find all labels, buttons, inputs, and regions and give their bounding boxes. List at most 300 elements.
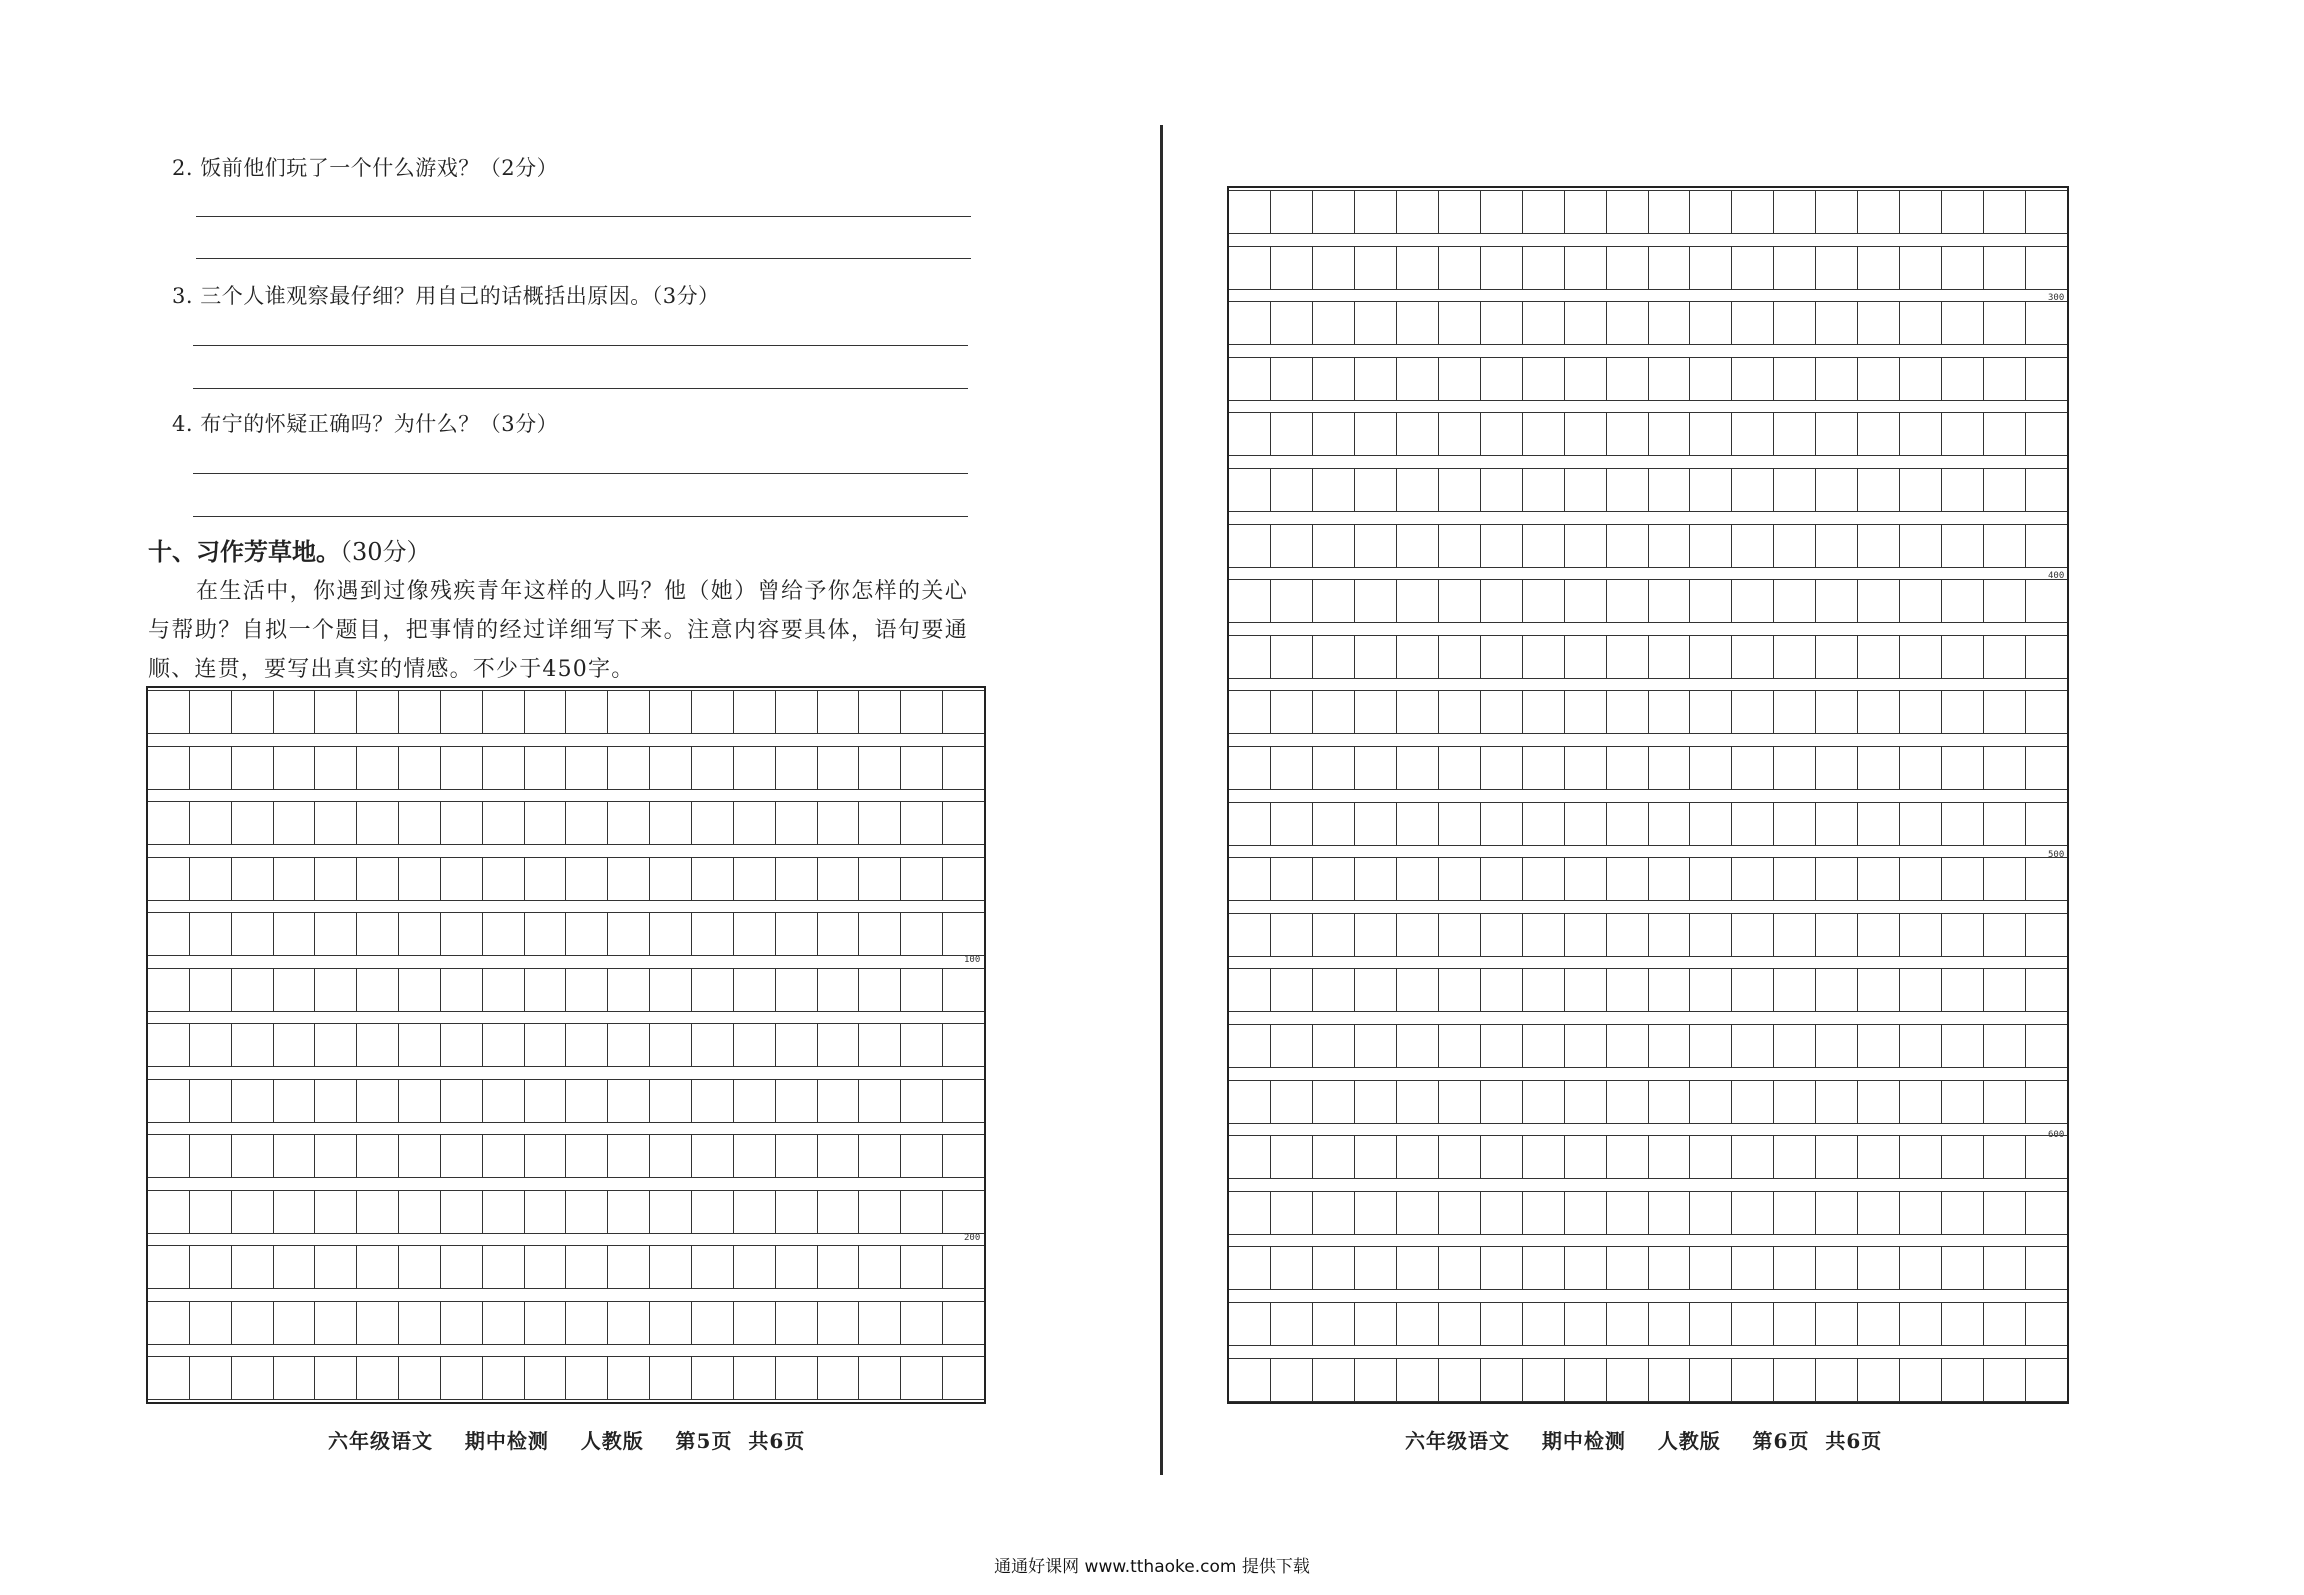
grid-cell[interactable] [2025,969,2067,1011]
grid-cell[interactable] [817,1191,859,1233]
grid-cell[interactable] [1773,1081,1815,1123]
grid-cell[interactable] [273,1135,315,1177]
grid-cell[interactable] [1606,1136,1648,1178]
grid-cell[interactable] [1857,914,1899,956]
grid-cell[interactable] [1773,525,1815,567]
grid-cell[interactable] [1815,191,1857,233]
grid-cell[interactable] [231,1135,273,1177]
grid-cell[interactable] [858,691,900,733]
grid-cell[interactable] [1941,1359,1983,1401]
grid-cell[interactable] [1648,302,1690,344]
grid-cell[interactable] [607,1302,649,1344]
grid-cell[interactable] [1229,1359,1270,1401]
grid-cell[interactable] [1689,1359,1731,1401]
grid-cell[interactable] [1815,1025,1857,1067]
grid-cell[interactable] [565,1302,607,1344]
grid-cell[interactable] [1522,1192,1564,1234]
grid-cell[interactable] [900,691,942,733]
grid-cell[interactable] [273,858,315,900]
grid-cell[interactable] [942,858,984,900]
grid-cell[interactable] [1857,636,1899,678]
grid-cell[interactable] [1983,191,2025,233]
grid-cell[interactable] [1689,247,1731,289]
grid-cell[interactable] [565,1191,607,1233]
grid-cell[interactable] [524,1246,566,1288]
grid-cell[interactable] [1438,580,1480,622]
grid-cell[interactable] [649,1357,691,1399]
grid-cell[interactable] [1983,858,2025,900]
grid-cell[interactable] [1857,1247,1899,1289]
grid-cell[interactable] [1438,525,1480,567]
grid-cell[interactable] [1648,525,1690,567]
grid-cell[interactable] [1480,691,1522,733]
grid-cell[interactable] [2025,1247,2067,1289]
grid-cell[interactable] [189,913,231,955]
grid-cell[interactable] [314,1191,356,1233]
grid-cell[interactable] [1941,1136,1983,1178]
grid-cell[interactable] [1606,858,1648,900]
grid-cell[interactable] [1270,1303,1312,1345]
grid-cell[interactable] [440,969,482,1011]
grid-cell[interactable] [1270,358,1312,400]
grid-cell[interactable] [649,1135,691,1177]
grid-cell[interactable] [1480,858,1522,900]
grid-cell[interactable] [1983,1081,2025,1123]
grid-cell[interactable] [524,913,566,955]
grid-cell[interactable] [189,858,231,900]
grid-cell[interactable] [1648,1303,1690,1345]
grid-cell[interactable] [858,802,900,844]
grid-cell[interactable] [1606,525,1648,567]
grid-cell[interactable] [942,969,984,1011]
grid-cell[interactable] [1983,469,2025,511]
grid-cell[interactable] [858,1191,900,1233]
grid-cell[interactable] [1270,191,1312,233]
grid-cell[interactable] [1731,1247,1773,1289]
grid-cell[interactable] [607,1191,649,1233]
grid-cell[interactable] [1857,247,1899,289]
grid-cell[interactable] [1229,1192,1270,1234]
grid-cell[interactable] [1229,469,1270,511]
grid-cell[interactable] [900,1080,942,1122]
grid-cell[interactable] [1354,302,1396,344]
grid-cell[interactable] [231,1191,273,1233]
grid-cell[interactable] [1689,413,1731,455]
grid-cell[interactable] [1564,1081,1606,1123]
grid-cell[interactable] [231,1080,273,1122]
grid-cell[interactable] [2025,1136,2067,1178]
grid-cell[interactable] [189,1357,231,1399]
grid-cell[interactable] [1564,302,1606,344]
grid-cell[interactable] [565,858,607,900]
essay-writing-grid-continued[interactable] [1227,186,2069,1404]
grid-cell[interactable] [858,858,900,900]
grid-cell[interactable] [1606,1359,1648,1401]
grid-cell[interactable] [1480,1025,1522,1067]
grid-cell[interactable] [1522,191,1564,233]
grid-cell[interactable] [2025,914,2067,956]
grid-cell[interactable] [1354,525,1396,567]
grid-cell[interactable] [189,1024,231,1066]
grid-cell[interactable] [1689,969,1731,1011]
grid-cell[interactable] [1773,969,1815,1011]
grid-cell[interactable] [1815,858,1857,900]
grid-cell[interactable] [1354,1136,1396,1178]
grid-cell[interactable] [1522,747,1564,789]
grid-cell[interactable] [356,747,398,789]
grid-cell[interactable] [482,802,524,844]
grid-cell[interactable] [1773,1247,1815,1289]
grid-cell[interactable] [1270,858,1312,900]
grid-cell[interactable] [775,1302,817,1344]
grid-cell[interactable] [607,1024,649,1066]
grid-cell[interactable] [356,691,398,733]
grid-cell[interactable] [942,747,984,789]
grid-cell[interactable] [649,747,691,789]
grid-cell[interactable] [1941,1303,1983,1345]
grid-cell[interactable] [1815,469,1857,511]
grid-cell[interactable] [1480,636,1522,678]
grid-cell[interactable] [817,1357,859,1399]
grid-cell[interactable] [148,1302,189,1344]
grid-cell[interactable] [1857,1303,1899,1345]
grid-cell[interactable] [314,1357,356,1399]
grid-cell[interactable] [1941,636,1983,678]
grid-cell[interactable] [1312,247,1354,289]
grid-cell[interactable] [1773,747,1815,789]
grid-cell[interactable] [1899,525,1941,567]
grid-cell[interactable] [691,969,733,1011]
grid-cell[interactable] [733,1302,775,1344]
grid-cell[interactable] [942,1135,984,1177]
grid-cell[interactable] [1606,914,1648,956]
grid-cell[interactable] [1983,1303,2025,1345]
grid-cell[interactable] [1941,358,1983,400]
grid-cell[interactable] [189,969,231,1011]
grid-cell[interactable] [1899,302,1941,344]
grid-cell[interactable] [1731,1136,1773,1178]
grid-cell[interactable] [1522,636,1564,678]
grid-cell[interactable] [1983,413,2025,455]
grid-cell[interactable] [1857,1136,1899,1178]
grid-cell[interactable] [1689,1025,1731,1067]
grid-cell[interactable] [1941,469,1983,511]
grid-cell[interactable] [1773,247,1815,289]
grid-cell[interactable] [1983,302,2025,344]
grid-cell[interactable] [607,802,649,844]
grid-cell[interactable] [189,1302,231,1344]
grid-cell[interactable] [1731,580,1773,622]
grid-cell[interactable] [1606,580,1648,622]
grid-cell[interactable] [1270,1247,1312,1289]
grid-cell[interactable] [189,691,231,733]
grid-cell[interactable] [1522,247,1564,289]
grid-cell[interactable] [1522,1247,1564,1289]
grid-cell[interactable] [1731,358,1773,400]
grid-cell[interactable] [1815,1303,1857,1345]
grid-cell[interactable] [1773,413,1815,455]
grid-cell[interactable] [1396,413,1438,455]
grid-cell[interactable] [482,1302,524,1344]
grid-cell[interactable] [733,747,775,789]
grid-cell[interactable] [1857,358,1899,400]
answer-line[interactable] [193,388,968,389]
grid-cell[interactable] [231,1246,273,1288]
grid-cell[interactable] [649,1302,691,1344]
grid-cell[interactable] [524,1080,566,1122]
grid-cell[interactable] [1689,691,1731,733]
grid-cell[interactable] [691,802,733,844]
grid-cell[interactable] [1648,1192,1690,1234]
grid-cell[interactable] [273,1302,315,1344]
grid-cell[interactable] [691,858,733,900]
grid-cell[interactable] [273,747,315,789]
grid-cell[interactable] [1606,969,1648,1011]
grid-cell[interactable] [524,969,566,1011]
grid-cell[interactable] [1270,1136,1312,1178]
grid-cell[interactable] [1354,914,1396,956]
grid-cell[interactable] [1899,413,1941,455]
grid-cell[interactable] [1396,691,1438,733]
grid-cell[interactable] [273,1191,315,1233]
grid-cell[interactable] [189,747,231,789]
grid-cell[interactable] [2025,191,2067,233]
grid-cell[interactable] [1270,247,1312,289]
grid-cell[interactable] [314,747,356,789]
grid-cell[interactable] [1731,1025,1773,1067]
grid-cell[interactable] [1941,747,1983,789]
grid-cell[interactable] [1648,580,1690,622]
grid-cell[interactable] [607,1135,649,1177]
grid-cell[interactable] [858,1080,900,1122]
grid-cell[interactable] [1438,247,1480,289]
grid-cell[interactable] [1606,747,1648,789]
grid-cell[interactable] [1899,1359,1941,1401]
grid-cell[interactable] [1522,413,1564,455]
grid-cell[interactable] [1731,1192,1773,1234]
grid-cell[interactable] [440,913,482,955]
grid-cell[interactable] [1731,969,1773,1011]
grid-cell[interactable] [1983,914,2025,956]
grid-cell[interactable] [1941,803,1983,845]
grid-cell[interactable] [1564,803,1606,845]
grid-cell[interactable] [1564,413,1606,455]
grid-cell[interactable] [524,1302,566,1344]
grid-cell[interactable] [1899,747,1941,789]
grid-cell[interactable] [273,969,315,1011]
grid-cell[interactable] [1941,969,1983,1011]
grid-cell[interactable] [189,1080,231,1122]
grid-cell[interactable] [1773,1136,1815,1178]
grid-cell[interactable] [1983,1025,2025,1067]
grid-cell[interactable] [1312,302,1354,344]
grid-cell[interactable] [1354,803,1396,845]
grid-cell[interactable] [1354,1025,1396,1067]
grid-cell[interactable] [565,1135,607,1177]
grid-cell[interactable] [1354,413,1396,455]
grid-cell[interactable] [817,913,859,955]
grid-cell[interactable] [231,969,273,1011]
grid-cell[interactable] [565,802,607,844]
grid-cell[interactable] [817,1024,859,1066]
grid-cell[interactable] [607,969,649,1011]
grid-cell[interactable] [1396,969,1438,1011]
grid-cell[interactable] [1689,914,1731,956]
grid-cell[interactable] [1899,914,1941,956]
grid-cell[interactable] [398,1191,440,1233]
grid-cell[interactable] [1480,191,1522,233]
grid-cell[interactable] [2025,1303,2067,1345]
grid-cell[interactable] [148,1024,189,1066]
grid-cell[interactable] [1648,1081,1690,1123]
grid-cell[interactable] [1899,1136,1941,1178]
grid-cell[interactable] [1312,858,1354,900]
grid-cell[interactable] [1480,969,1522,1011]
grid-cell[interactable] [482,858,524,900]
grid-cell[interactable] [1354,747,1396,789]
grid-cell[interactable] [1731,191,1773,233]
grid-cell[interactable] [1606,1247,1648,1289]
grid-cell[interactable] [482,913,524,955]
grid-cell[interactable] [1648,803,1690,845]
grid-cell[interactable] [1270,691,1312,733]
grid-cell[interactable] [1270,525,1312,567]
grid-cell[interactable] [1480,358,1522,400]
grid-cell[interactable] [1354,691,1396,733]
grid-cell[interactable] [1396,1025,1438,1067]
grid-cell[interactable] [1396,636,1438,678]
grid-cell[interactable] [1648,191,1690,233]
grid-cell[interactable] [1815,636,1857,678]
grid-cell[interactable] [1857,525,1899,567]
grid-cell[interactable] [1857,580,1899,622]
answer-line[interactable] [193,473,968,474]
grid-cell[interactable] [900,1246,942,1288]
grid-cell[interactable] [1522,803,1564,845]
grid-cell[interactable] [524,1024,566,1066]
grid-cell[interactable] [1606,691,1648,733]
grid-cell[interactable] [1312,580,1354,622]
grid-cell[interactable] [189,1246,231,1288]
grid-cell[interactable] [1396,1303,1438,1345]
grid-cell[interactable] [1229,1081,1270,1123]
grid-cell[interactable] [733,1135,775,1177]
grid-cell[interactable] [1731,636,1773,678]
grid-cell[interactable] [314,802,356,844]
grid-cell[interactable] [1815,413,1857,455]
grid-cell[interactable] [1773,1025,1815,1067]
grid-cell[interactable] [691,747,733,789]
grid-cell[interactable] [1773,691,1815,733]
grid-cell[interactable] [524,802,566,844]
grid-cell[interactable] [1229,525,1270,567]
grid-cell[interactable] [440,1191,482,1233]
grid-cell[interactable] [1564,636,1606,678]
grid-cell[interactable] [440,1135,482,1177]
grid-cell[interactable] [1229,302,1270,344]
grid-cell[interactable] [1354,858,1396,900]
grid-cell[interactable] [1354,1303,1396,1345]
grid-cell[interactable] [1648,358,1690,400]
grid-cell[interactable] [1606,1081,1648,1123]
grid-cell[interactable] [1480,525,1522,567]
grid-cell[interactable] [900,1191,942,1233]
grid-cell[interactable] [1689,525,1731,567]
grid-cell[interactable] [1941,1081,1983,1123]
grid-cell[interactable] [1689,1303,1731,1345]
grid-cell[interactable] [1564,247,1606,289]
grid-cell[interactable] [1731,413,1773,455]
grid-cell[interactable] [1941,1247,1983,1289]
grid-cell[interactable] [1438,747,1480,789]
grid-cell[interactable] [1270,1192,1312,1234]
grid-cell[interactable] [189,802,231,844]
grid-cell[interactable] [1815,1081,1857,1123]
grid-cell[interactable] [1941,247,1983,289]
grid-cell[interactable] [1312,803,1354,845]
grid-cell[interactable] [942,1024,984,1066]
grid-cell[interactable] [231,691,273,733]
grid-cell[interactable] [607,1080,649,1122]
grid-cell[interactable] [1480,1081,1522,1123]
grid-cell[interactable] [356,1191,398,1233]
grid-cell[interactable] [942,913,984,955]
grid-cell[interactable] [817,858,859,900]
grid-cell[interactable] [440,1024,482,1066]
grid-cell[interactable] [1438,469,1480,511]
grid-cell[interactable] [273,1246,315,1288]
grid-cell[interactable] [1983,691,2025,733]
grid-cell[interactable] [1689,858,1731,900]
grid-cell[interactable] [148,913,189,955]
grid-cell[interactable] [1606,1192,1648,1234]
grid-cell[interactable] [565,1024,607,1066]
grid-cell[interactable] [440,691,482,733]
grid-cell[interactable] [1689,1136,1731,1178]
grid-cell[interactable] [398,1024,440,1066]
grid-cell[interactable] [2025,1359,2067,1401]
grid-cell[interactable] [1312,1081,1354,1123]
grid-cell[interactable] [1354,969,1396,1011]
grid-cell[interactable] [1396,858,1438,900]
grid-cell[interactable] [1229,636,1270,678]
grid-cell[interactable] [1438,803,1480,845]
grid-cell[interactable] [691,1080,733,1122]
grid-cell[interactable] [148,1246,189,1288]
grid-cell[interactable] [775,747,817,789]
grid-cell[interactable] [273,913,315,955]
answer-line[interactable] [196,258,971,259]
grid-cell[interactable] [691,1191,733,1233]
grid-cell[interactable] [1480,413,1522,455]
grid-cell[interactable] [1815,914,1857,956]
grid-cell[interactable] [1606,247,1648,289]
grid-cell[interactable] [524,858,566,900]
grid-cell[interactable] [1857,1025,1899,1067]
grid-cell[interactable] [2025,469,2067,511]
grid-cell[interactable] [1857,691,1899,733]
grid-cell[interactable] [1438,1081,1480,1123]
grid-cell[interactable] [1480,302,1522,344]
grid-cell[interactable] [1480,747,1522,789]
grid-cell[interactable] [733,1357,775,1399]
grid-cell[interactable] [1312,525,1354,567]
grid-cell[interactable] [398,691,440,733]
grid-cell[interactable] [1270,469,1312,511]
grid-cell[interactable] [2025,803,2067,845]
grid-cell[interactable] [1857,858,1899,900]
grid-cell[interactable] [148,691,189,733]
